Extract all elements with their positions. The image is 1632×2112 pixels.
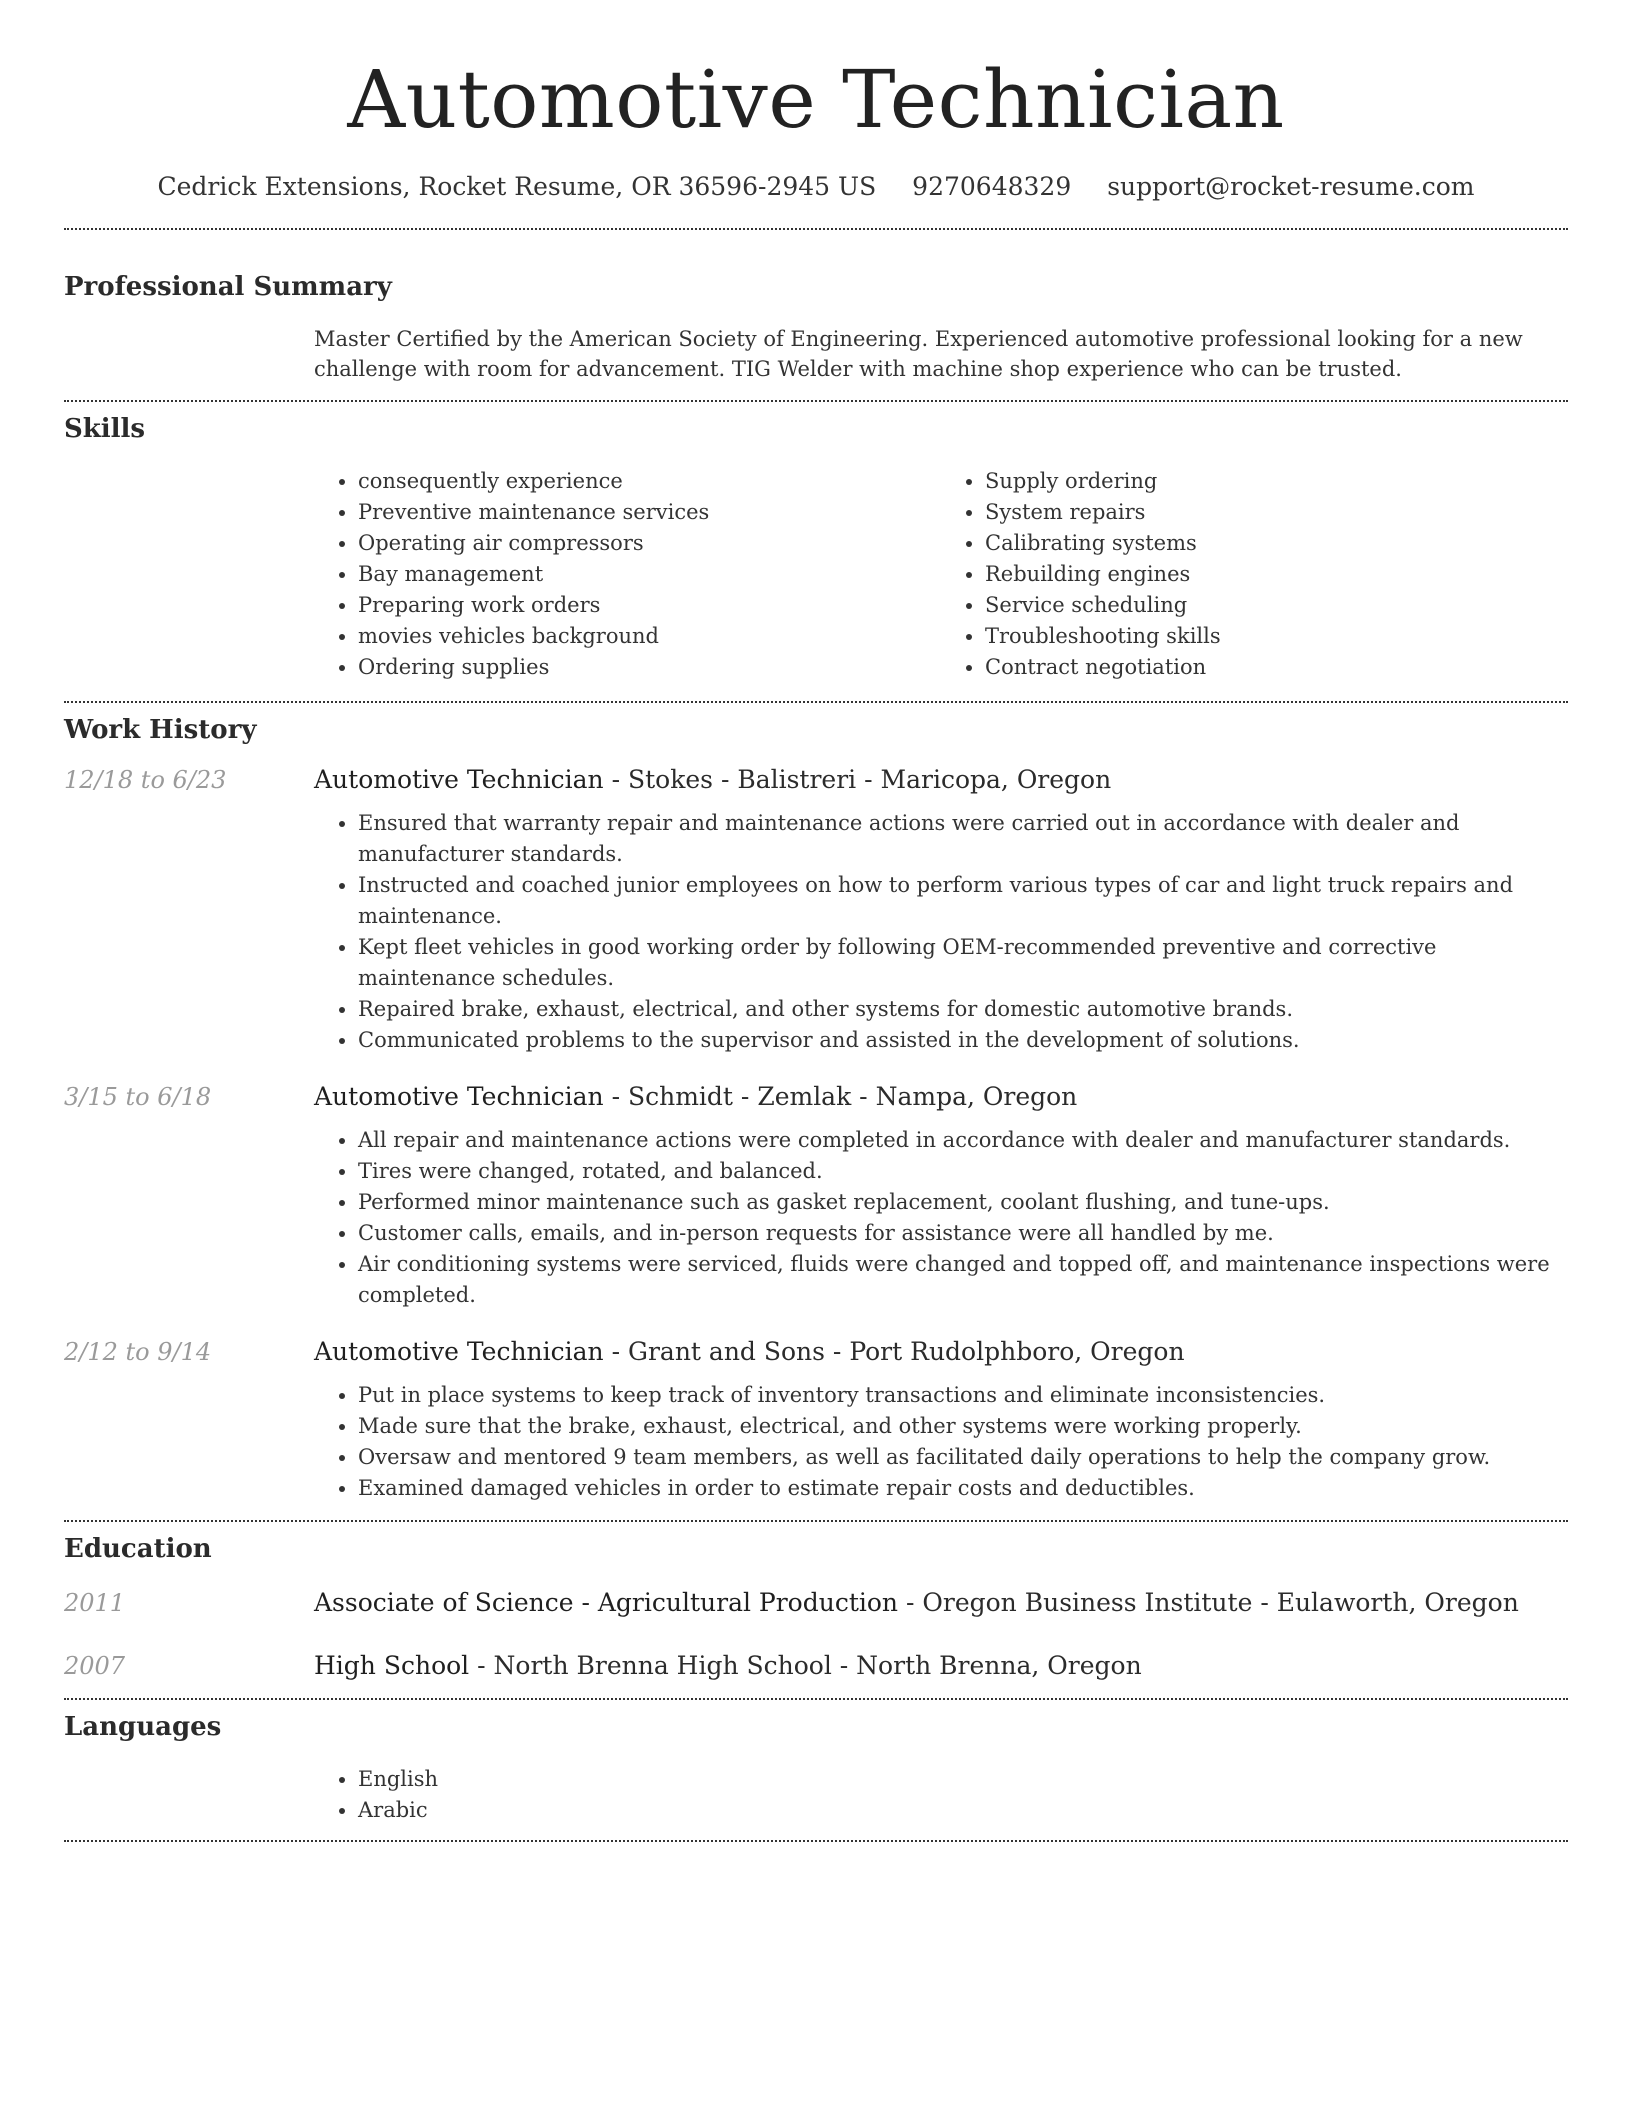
job-heading: [314, 765, 1111, 794]
job-employer: - Schmidt - Zemlak - Nampa, Oregon: [603, 1082, 1078, 1111]
job-bullet: • Instructed and coached junior employees on how to perform various types of car and light truck repairs and maintenance.: [358, 870, 1568, 932]
phone: 9270648329: [912, 172, 1072, 201]
job-entry: [64, 1337, 1568, 1520]
skill-item: • Contract negotiation: [985, 652, 1568, 683]
languages-list: [314, 1764, 1568, 1826]
job-dates: 2/12 to 9/14: [64, 1338, 212, 1366]
education-degree: High School: [314, 1651, 470, 1680]
language-item: • English: [358, 1764, 1568, 1795]
job-title: Automotive Technician: [314, 765, 604, 794]
summary-heading: Professional Summary: [64, 272, 392, 302]
resume-title: Automotive Technician: [347, 53, 1285, 146]
job-bullet: • All repair and maintenance actions were completed in accordance with dealer and manufacturer standards.: [358, 1125, 1568, 1156]
skill-item: • Calibrating systems: [985, 528, 1568, 559]
job-bullets: [314, 1125, 1568, 1311]
job-bullet: • Ensured that warranty repair and maintenance actions were carried out in accordance with dealer and manufacturer standards.: [358, 808, 1568, 870]
education-entry: [64, 1588, 1568, 1617]
job-bullets: [314, 1380, 1568, 1504]
job-bullet: • Kept fleet vehicles in good working order by following OEM-recommended preventive and corrective maintenance schedules.: [358, 932, 1568, 994]
languages-section: [64, 1700, 1568, 1840]
education-year: 2011: [64, 1589, 126, 1617]
education-section: [64, 1522, 1568, 1698]
skill-item: • Preparing work orders: [358, 590, 941, 621]
job-bullet: • Air conditioning systems were serviced, fluids were changed and topped off, and maintenance inspections were completed.: [358, 1249, 1568, 1311]
job-title: Automotive Technician: [314, 1082, 604, 1111]
education-heading: Education: [64, 1534, 212, 1564]
job-bullet: • Made sure that the brake, exhaust, electrical, and other systems were working properly.: [358, 1411, 1568, 1442]
job-entry: [64, 1082, 1568, 1311]
skill-item: • Service scheduling: [985, 590, 1568, 621]
summary-section: [64, 230, 1568, 400]
skill-item: • Preventive maintenance services: [358, 497, 941, 528]
education-heading-line: [314, 1651, 1142, 1680]
languages-heading: Languages: [64, 1712, 222, 1742]
email: support@rocket-resume.com: [1107, 172, 1475, 201]
job-bullet: • Examined damaged vehicles in order to estimate repair costs and deductibles.: [358, 1473, 1568, 1504]
job-dates: 12/18 to 6/23: [64, 766, 227, 794]
job-title: Automotive Technician: [314, 1337, 604, 1366]
education-school: - Oregon Business Institute - Eulaworth, Oregon: [898, 1588, 1519, 1617]
skill-item: • System repairs: [985, 497, 1568, 528]
skill-item: • Operating air compressors: [358, 528, 941, 559]
job-employer: - Stokes - Balistreri - Maricopa, Oregon: [603, 765, 1112, 794]
skill-item: • Ordering supplies: [358, 652, 941, 683]
job-bullet: • Put in place systems to keep track of inventory transactions and eliminate inconsistencies.: [358, 1380, 1568, 1411]
address: Cedrick Extensions, Rocket Resume, OR 36596-2945 US: [157, 172, 877, 201]
job-heading: [314, 1082, 1077, 1111]
contact-line: [64, 170, 1568, 204]
skills-list-left: [314, 466, 941, 683]
skill-item: • Bay management: [358, 559, 941, 590]
education-school: - North Brenna High School - North Brenna, Oregon: [469, 1651, 1142, 1680]
work-section: [64, 703, 1568, 1520]
skills-list-right: [941, 466, 1568, 683]
education-degree: Associate of Science - Agricultural Production: [314, 1588, 899, 1617]
job-bullet: • Communicated problems to the supervisor and assisted in the development of solutions.: [358, 1025, 1568, 1056]
job-bullet: • Customer calls, emails, and in-person requests for assistance were all handled by me.: [358, 1218, 1568, 1249]
skills-heading: Skills: [64, 414, 146, 444]
skill-item: • Troubleshooting skills: [985, 621, 1568, 652]
skill-item: • movies vehicles background: [358, 621, 941, 652]
job-bullet: • Oversaw and mentored 9 team members, as well as facilitated daily operations to help the company grow.: [358, 1442, 1568, 1473]
education-year: 2007: [64, 1652, 126, 1680]
job-heading: [314, 1337, 1185, 1366]
job-employer: - Grant and Sons - Port Rudolphboro, Oregon: [603, 1337, 1185, 1366]
job-bullets: [314, 808, 1568, 1056]
skill-item: • Rebuilding engines: [985, 559, 1568, 590]
skills-section: [64, 402, 1568, 701]
job-dates: 3/15 to 6/18: [64, 1083, 212, 1111]
divider: [64, 1840, 1568, 1842]
job-bullet: • Tires were changed, rotated, and balanced.: [358, 1156, 1568, 1187]
work-heading: Work History: [64, 715, 257, 745]
skill-item: • consequently experience: [358, 466, 941, 497]
education-heading-line: [314, 1588, 1519, 1617]
job-bullet: • Performed minor maintenance such as gasket replacement, coolant flushing, and tune-ups.: [358, 1187, 1568, 1218]
job-bullet: • Repaired brake, exhaust, electrical, and other systems for domestic automotive brands.: [358, 994, 1568, 1025]
skill-item: • Supply ordering: [985, 466, 1568, 497]
summary-text: Master Certified by the American Society of Engineering. Experienced automotive professional looking for a new challenge with room for advancement. TIG Welder with machine shop experience who can be trusted.: [314, 327, 1523, 381]
job-entry: [64, 765, 1568, 1056]
language-item: • Arabic: [358, 1795, 1568, 1826]
education-entry: [64, 1651, 1568, 1698]
